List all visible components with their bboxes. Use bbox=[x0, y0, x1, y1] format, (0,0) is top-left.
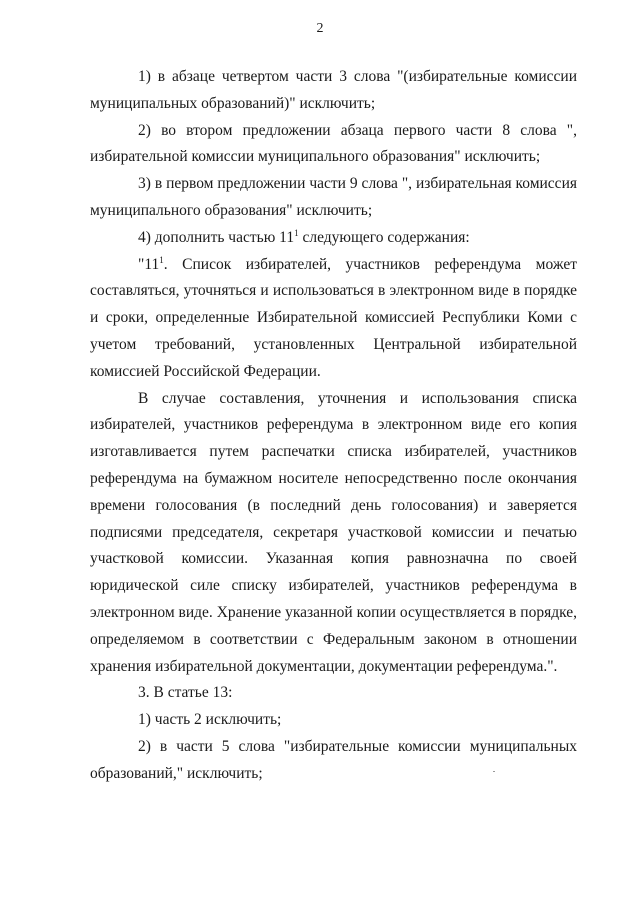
paragraph-part-11-1-text bbox=[90, 252, 577, 386]
paragraph-amend-part-8: 2) во втором предложении абзаца первого части 8 слова ", избирательной комиссии муниципального образования" исключить; bbox=[90, 121, 577, 166]
paragraph-article-13-part-5: 2) в части 5 слова "избирательные комиссии муниципальных образований," исключить; bbox=[90, 737, 577, 782]
paragraph-add-part-11-1 bbox=[90, 225, 577, 252]
paragraph-article-13: 3. В статье 13: bbox=[138, 684, 233, 702]
paragraph-text: следующего содержания: bbox=[298, 228, 470, 246]
paragraph-article-13-part-2: 1) часть 2 исключить; bbox=[138, 711, 282, 729]
superscript: 1 bbox=[294, 227, 299, 238]
paragraph-text: "11 bbox=[138, 255, 160, 273]
page-number: 2 bbox=[316, 21, 324, 36]
paragraph-text: . Список избирателей, участников референдума может составляться, уточняться и использоваться в электронном виде в порядке и сроки, определенные Избирательной комиссией Республики Коми с учетом требований, установленных Центральной избирательной комиссией Российской Федерации. bbox=[90, 255, 577, 380]
scan-speck bbox=[493, 771, 495, 772]
document-body bbox=[90, 64, 577, 788]
superscript: 1 bbox=[159, 254, 164, 265]
paragraph-electronic-copy: В случае составления, уточнения и использования списка избирателей, участников референдума в электронном виде его копия изготавливается путем распечатки списка избирателей, участников референдума на бумажном носителе непосредственно после окончания времени голосования (в последний день голосования) и заверяется подписями председателя, секретаря участковой комиссии и печатью участковой комиссии. Указанная копия равнозначна по своей юридической силе списку избирателей, участников референдума в электронном виде. Хранение указанной копии осуществляется в порядке, определяемом в соответствии с Федеральным законом в отношении хранения избирательной документации, документации референдума.". bbox=[90, 389, 577, 675]
paragraph-amend-part-9: 3) в первом предложении части 9 слова ", избирательная комиссия муниципального образования" исключить; bbox=[90, 175, 577, 219]
paragraph-text: 4) дополнить частью 11 bbox=[138, 228, 295, 246]
paragraph-amend-part-3: 1) в абзаце четвертом части 3 слова "(избирательные комиссии муниципальных образований)" исключить; bbox=[90, 68, 577, 112]
